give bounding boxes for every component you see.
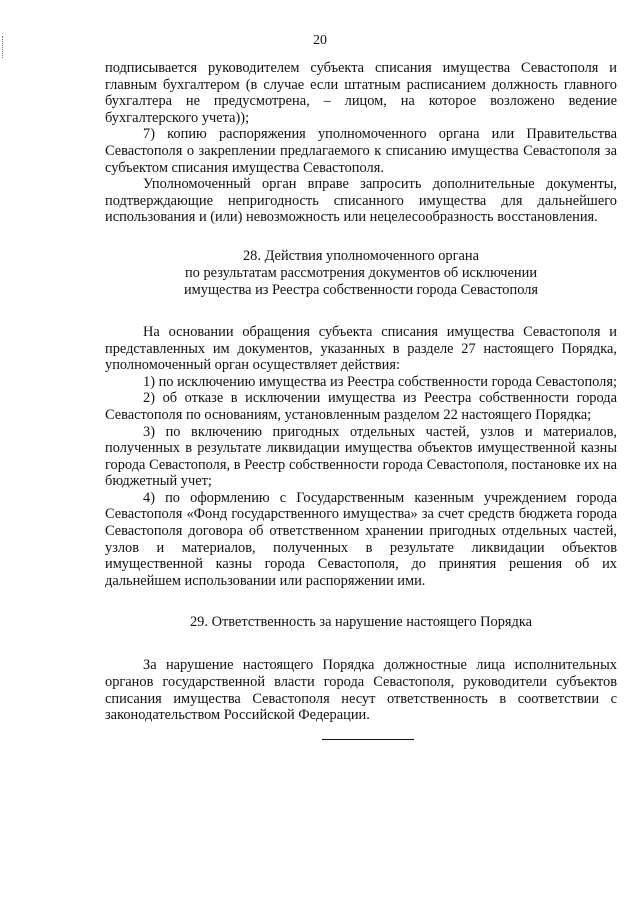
paragraph-item-2: 2) об отказе в исключении имущества из Реестра собственности города Севастополя по основаниям, установленным разделом 22 настоящего Порядка; [105,390,617,423]
section-heading-28-line-2: по результатам рассмотрения документов об исключении [184,264,538,281]
paragraph-item-3: 3) по включению пригодных отдельных частей, узлов и материалов, полученных в результате ликвидации имущества объектов имущественной казны города Севастополя, в Реестр собственности города Севастополя, постановке их на бюджетный учет; [105,423,617,490]
end-rule [322,739,414,740]
paragraph-continuation: подписывается руководителем субъекта списания имущества Севастополя и главным бухгалтером (в случае если штатным расписанием должность главного бухгалтера не предусмотрена, – лицом, на которое возложено ведение бухгалтерского учета)); [105,60,617,126]
paragraph-additional-documents: Уполномоченный орган вправе запросить дополнительные документы, подтверждающие непригодность списанного имущества для дальнейшего использования и (или) невозможность или нецелесообразность восстановления. [105,176,617,226]
section-heading-29: 29. Ответственность за нарушение настоящего Порядка [189,614,533,631]
document-body [105,60,617,740]
paragraph-section-28-intro: На основании обращения субъекта списания имущества Севастополя и представленных им документов, указанных в разделе 27 настоящего Порядка, уполномоченный орган осуществляет действия: [105,323,617,374]
section-heading-28-line-1: 28. Действия уполномоченного органа [242,247,480,264]
paragraph-item-1: 1) по исключению имущества из Реестра собственности города Севастополя; [143,373,617,390]
paragraph-responsibility: За нарушение настоящего Порядка должностные лица исполнительных органов государственной власти города Севастополя, руководители субъектов списания имущества Севастополя несут ответственность в соответствии с законодательством Российской Федерации. [105,657,617,724]
paragraph-item-7: 7) копию распоряжения уполномоченного органа или Правительства Севастополя о закреплении предлагаемого к списанию имущества Севастополя за субъектом списания имущества Севастополя. [105,126,617,176]
paragraph-item-4: 4) по оформлению с Государственным казенным учреждением города Севастополя «Фонд государственного имущества» за счет средств бюджета города Севастополя договора об ответственном хранении пригодных отдельных частей, узлов и материалов, полученных в результате ликвидации объектов имущественной казны города Севастополя, до принятия решения об их дальнейшем использовании или распоряжении ими. [105,489,617,589]
page-number: 20 [313,33,327,48]
section-heading-28 [105,248,617,299]
section-heading-28-line-3: имущества из Реестра собственности города Севастополя [183,281,539,298]
